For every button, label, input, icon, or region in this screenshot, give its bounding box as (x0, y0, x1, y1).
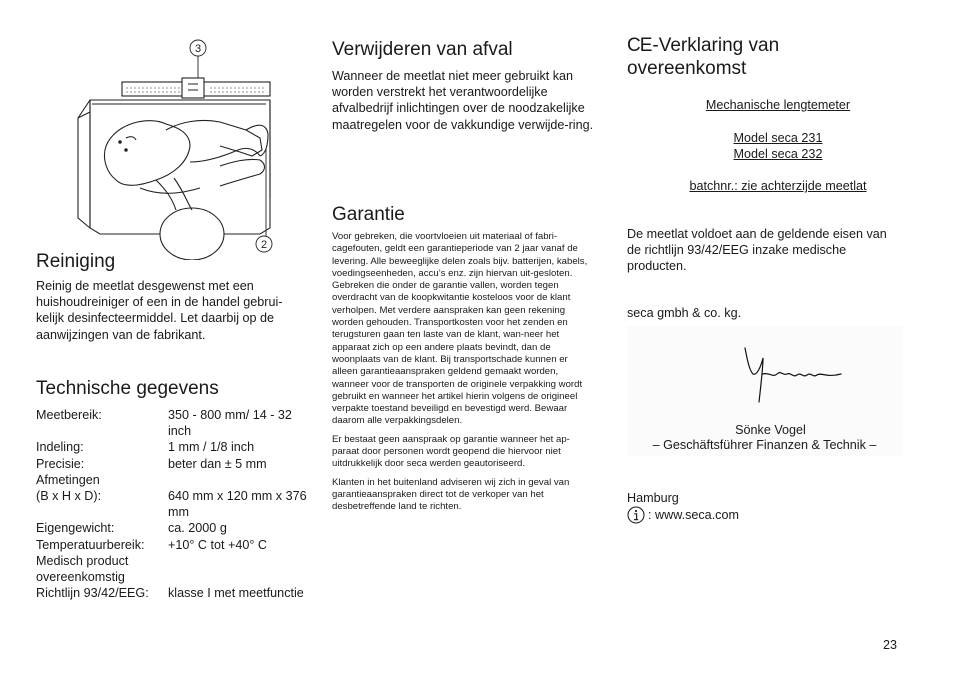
tech-row (36, 439, 311, 455)
tech-label: Precisie: (36, 456, 85, 471)
svg-text:3: 3 (194, 43, 202, 55)
product-type: Mechanische lengtemeter (705, 98, 851, 112)
model-232: Model seca 232 (733, 147, 823, 161)
tech-value: +10° C tot +40° C (168, 537, 267, 552)
tech-row (36, 488, 311, 520)
tech-row (36, 537, 311, 553)
tech-row (36, 456, 311, 472)
afval-text: Wanneer de meetlat niet meer gebruikt kan worden verstrekt het verantwoordelijke afvalbedrijf inlichtingen over de noodzakelijke maatregelen voor de vakkundige verwijde-ring. (332, 69, 594, 132)
page-number: 23 (883, 638, 898, 652)
tech-label: Temperatuurbereik: (36, 537, 145, 552)
tech-row (36, 407, 311, 439)
tech-value: 640 mm x 120 mm x 376 mm (168, 489, 307, 520)
technical-data-table (36, 407, 311, 601)
tech-row (36, 553, 311, 585)
tech-value (196, 553, 311, 585)
tech-value: klasse I met meetfunctie (168, 586, 304, 601)
garantie-paragraph: Klanten in het buitenland adviseren wij zich in geval van garantieaanspraken direct tot de verkoper van het desbetreffende land te richten. (332, 476, 570, 513)
model-231: Model seca 231 (733, 131, 823, 145)
signer-role: – Geschäftsführer Finanzen & Technik – (652, 438, 877, 452)
section-title-afval: Verwijderen van afval (332, 39, 513, 60)
tech-value: ca. 2000 g (168, 521, 227, 536)
tech-value (168, 472, 311, 488)
callout-3 (190, 40, 206, 56)
tech-value: 350 - 800 mm/ 14 - 32 inch (168, 408, 292, 439)
batch-number: batchnr.: zie achterzijde meetlat (689, 179, 867, 193)
city: Hamburg (627, 491, 679, 505)
info-icon (627, 506, 645, 524)
section-title-technische-gegevens: Technische gegevens (36, 378, 219, 399)
signer-name: Sönke Vogel (735, 423, 806, 437)
measuring-board-illustration (70, 38, 285, 260)
tech-label: Afmetingen (36, 472, 100, 487)
tech-label: Meetbereik: (36, 408, 102, 422)
garantie-text (332, 231, 594, 520)
garantie-paragraph: Voor gebreken, die voortvloeien uit materiaal of fabri-cagefouten, geldt een garantieperiode van 2 jaar vanaf de levering. Alle beweeglijke delen zoals bijv. batterijen, kabels, voedingseenheden, accu’s enz. zijn hiervan uit-gesloten. Gebreken die onder de garantie vallen, worden tegen overdracht van de koopkwitantie kosteloos voor de klant verholpen. Met verdere aanspraken kan geen rekening worden gehouden. Transportkosten voor het zenden en terugsturen gaan ten laste van de klant, wan-neer het apparaat zich op een andere plaats bevindt, dan de woonplaats van de klant. Bij transportschade kunnen er alleen garantieaanspraken geldend gemaakt worden, wanneer voor de transporten de originele verpakking wordt gebruikt en wanneer het artikel hierin volgens de origineel verpakte toestand beveiligd en bevestigd werd. Bewaar daarom alle verpakkingsdelen. (332, 231, 588, 427)
callout-2 (256, 236, 272, 252)
tech-label: Richtlijn 93/42/EEG: (36, 586, 149, 601)
signature-block (627, 326, 902, 456)
tech-value: 1 mm / 1/8 inch (168, 440, 255, 455)
ce-mark-icon: CE (627, 35, 652, 56)
tech-row (36, 520, 311, 536)
website-link[interactable]: : www.seca.com (648, 507, 739, 522)
tech-label: (B x H x D): (36, 489, 102, 504)
section-title-ce-verklaring (627, 34, 897, 80)
company-name: seca gmbh & co. kg. (627, 306, 742, 320)
section-title-reiniging: Reiniging (36, 251, 116, 272)
tech-row (36, 472, 311, 488)
website-row (627, 506, 739, 524)
tech-label: Medisch product overeenkomstig (36, 553, 129, 585)
garantie-paragraph: Er bestaat geen aanspraak op garantie wanneer het ap-paraat door personen wordt geopend die hiervoor niet uitdrukkelijk door seca werden geautoriseerd. (332, 433, 570, 470)
ce-title-text: -Verklaring van overeenkomst (627, 35, 780, 79)
tech-value: beter dan ± 5 mm (168, 456, 267, 471)
section-title-garantie: Garantie (332, 204, 405, 225)
tech-row (36, 585, 311, 601)
reiniging-text: Reinig de meetlat desgewenst met een huishoudreiniger of een in de handel gebrui-kelijk desinfecteermiddel. Let daarbij op de aanwijzingen van de fabrikant. (36, 279, 283, 342)
tech-label: Indeling: (36, 440, 84, 455)
tech-label: Eigengewicht: (36, 521, 115, 536)
ce-declaration: De meetlat voldoet aan de geldende eisen van de richtlijn 93/42/EEG inzake medische producten. (627, 227, 887, 274)
signature (739, 344, 844, 406)
svg-text:2: 2 (260, 239, 268, 251)
